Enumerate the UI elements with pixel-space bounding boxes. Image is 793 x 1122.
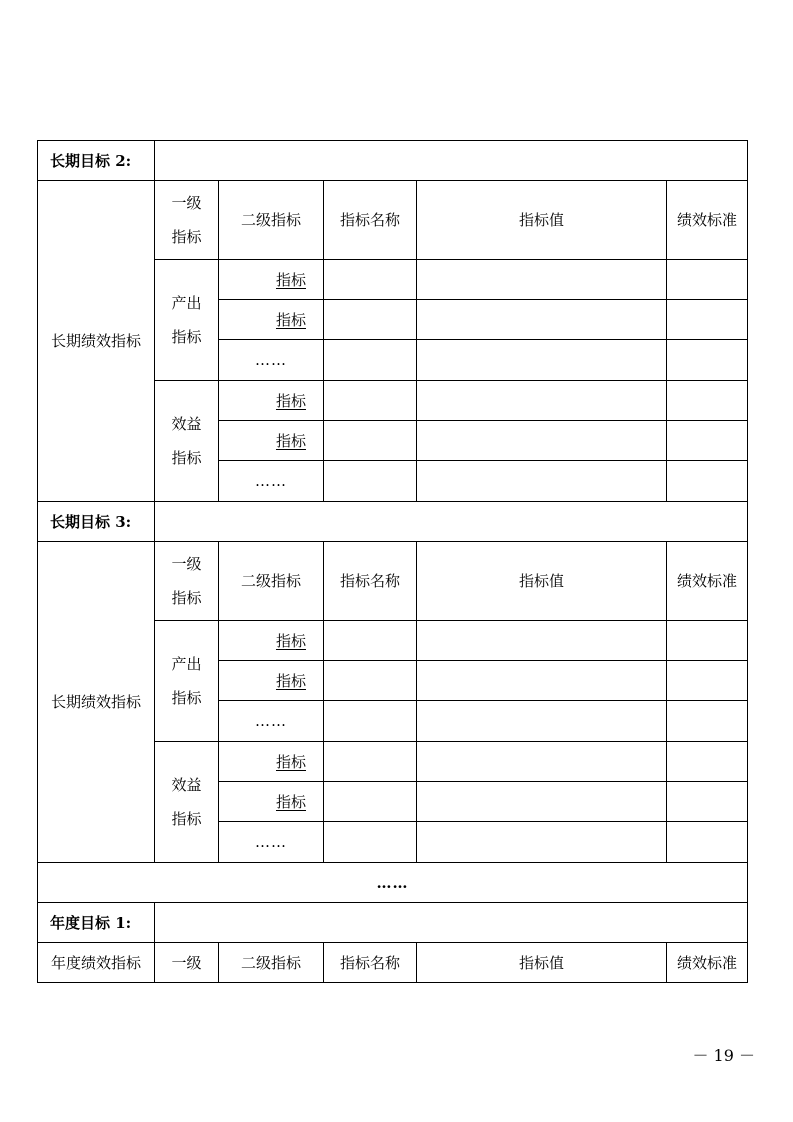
header-level1: 一级 指标 bbox=[155, 181, 219, 260]
name-cell[interactable] bbox=[324, 782, 417, 822]
value-cell[interactable] bbox=[417, 340, 667, 381]
header-level1: 一级 bbox=[155, 943, 219, 983]
value-cell[interactable] bbox=[417, 822, 667, 863]
level2-indicator: 指标 bbox=[219, 381, 324, 421]
standard-cell[interactable] bbox=[667, 340, 748, 381]
header-level1: 一级 指标 bbox=[155, 542, 219, 621]
perf-label: 年度绩效指标 bbox=[38, 943, 155, 983]
level1-benefit: 效益 指标 bbox=[155, 742, 219, 863]
standard-cell[interactable] bbox=[667, 260, 748, 300]
value-cell[interactable] bbox=[417, 621, 667, 661]
level2-indicator: 指标 bbox=[219, 621, 324, 661]
perf-label: 长期绩效指标 bbox=[38, 181, 155, 502]
name-cell[interactable] bbox=[324, 260, 417, 300]
value-cell[interactable] bbox=[417, 782, 667, 822]
name-cell[interactable] bbox=[324, 381, 417, 421]
standard-cell[interactable] bbox=[667, 621, 748, 661]
level2-ellipsis: …… bbox=[219, 822, 324, 863]
standard-cell[interactable] bbox=[667, 701, 748, 742]
standard-cell[interactable] bbox=[667, 381, 748, 421]
header-level2: 二级指标 bbox=[219, 542, 324, 621]
goal-label: 长期目标 2: bbox=[38, 141, 155, 181]
value-cell[interactable] bbox=[417, 381, 667, 421]
value-cell[interactable] bbox=[417, 300, 667, 340]
value-cell[interactable] bbox=[417, 421, 667, 461]
header-name: 指标名称 bbox=[324, 542, 417, 621]
name-cell[interactable] bbox=[324, 742, 417, 782]
name-cell[interactable] bbox=[324, 421, 417, 461]
level2-indicator: 指标 bbox=[219, 300, 324, 340]
name-cell[interactable] bbox=[324, 621, 417, 661]
standard-cell[interactable] bbox=[667, 661, 748, 701]
header-standard: 绩效标准 bbox=[667, 181, 748, 260]
value-cell[interactable] bbox=[417, 701, 667, 742]
page-number: － 19 － bbox=[692, 1046, 755, 1065]
name-cell[interactable] bbox=[324, 701, 417, 742]
name-cell[interactable] bbox=[324, 461, 417, 502]
standard-cell[interactable] bbox=[667, 782, 748, 822]
level2-ellipsis: …… bbox=[219, 701, 324, 742]
header-level2: 二级指标 bbox=[219, 943, 324, 983]
level2-indicator: 指标 bbox=[219, 782, 324, 822]
level2-indicator: 指标 bbox=[219, 742, 324, 782]
perf-label: 长期绩效指标 bbox=[38, 542, 155, 863]
header-name: 指标名称 bbox=[324, 943, 417, 983]
level2-indicator: 指标 bbox=[219, 661, 324, 701]
standard-cell[interactable] bbox=[667, 300, 748, 340]
goal-value-cell[interactable] bbox=[155, 502, 748, 542]
header-value: 指标值 bbox=[417, 181, 667, 260]
header-name: 指标名称 bbox=[324, 181, 417, 260]
level2-ellipsis: …… bbox=[219, 340, 324, 381]
goal-value-cell[interactable] bbox=[155, 903, 748, 943]
name-cell[interactable] bbox=[324, 661, 417, 701]
goal-label: 年度目标 1: bbox=[38, 903, 155, 943]
value-cell[interactable] bbox=[417, 661, 667, 701]
value-cell[interactable] bbox=[417, 461, 667, 502]
value-cell[interactable] bbox=[417, 742, 667, 782]
header-standard: 绩效标准 bbox=[667, 542, 748, 621]
header-standard: 绩效标准 bbox=[667, 943, 748, 983]
header-value: 指标值 bbox=[417, 542, 667, 621]
level1-benefit: 效益 指标 bbox=[155, 381, 219, 502]
level1-output: 产出 指标 bbox=[155, 260, 219, 381]
standard-cell[interactable] bbox=[667, 742, 748, 782]
ellipsis-row: …… bbox=[38, 863, 748, 903]
level2-indicator: 指标 bbox=[219, 421, 324, 461]
standard-cell[interactable] bbox=[667, 461, 748, 502]
standard-cell[interactable] bbox=[667, 822, 748, 863]
header-value: 指标值 bbox=[417, 943, 667, 983]
standard-cell[interactable] bbox=[667, 421, 748, 461]
level2-ellipsis: …… bbox=[219, 461, 324, 502]
goal-label: 长期目标 3: bbox=[38, 502, 155, 542]
performance-table bbox=[37, 140, 748, 983]
name-cell[interactable] bbox=[324, 822, 417, 863]
level2-indicator: 指标 bbox=[219, 260, 324, 300]
header-level2: 二级指标 bbox=[219, 181, 324, 260]
goal-value-cell[interactable] bbox=[155, 141, 748, 181]
level1-output: 产出 指标 bbox=[155, 621, 219, 742]
value-cell[interactable] bbox=[417, 260, 667, 300]
name-cell[interactable] bbox=[324, 300, 417, 340]
name-cell[interactable] bbox=[324, 340, 417, 381]
